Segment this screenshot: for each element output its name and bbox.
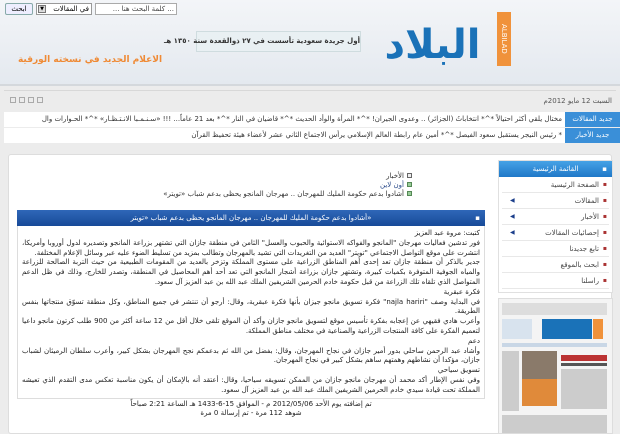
- ticker-text[interactable]: مختال يلقي أكثر احتيالاً *^* انتخاباتُ (الجزائر) .. وعدوى الجيران! *^* المرأة والوأد الحديث *^* قاضيان في النار *^* بعد 21 عاماً... !!! «سـنـمـبا الانـتـظـار» *^* الحـوارات وال: [41, 115, 562, 123]
- article-box: [17, 226, 485, 399]
- bullet-icon: ▪: [602, 261, 607, 268]
- breadcrumb-current: أشادوا بدعم حكومة المليك للمهرجان .. مهرجان المانجو يحظى بدعم شباب «تويتر»: [163, 190, 404, 198]
- ticker-label[interactable]: جديد المقالات: [565, 112, 620, 127]
- site-logo[interactable]: البلاد: [384, 22, 481, 68]
- submenu-arrow-icon: ◀: [510, 213, 515, 220]
- search-button[interactable]: ابحث: [5, 3, 33, 15]
- menu-item[interactable]: [502, 177, 609, 193]
- menu-item-label: راسلنا: [581, 277, 599, 285]
- article-paragraph: كتبت: مروة عبد العزيز: [414, 229, 480, 237]
- breadcrumb-item[interactable]: أون لاين: [380, 181, 404, 189]
- article-paragraph: دعم: [468, 336, 480, 345]
- page-icon: [407, 191, 412, 196]
- menu-icon: ▪: [602, 165, 607, 173]
- date-bar: [4, 90, 616, 110]
- ticker-label[interactable]: جديد الأخبار: [565, 128, 620, 143]
- main-menu-title: القائمة الرئيسية ▪: [499, 161, 612, 177]
- search-scope-select[interactable]: [36, 3, 92, 15]
- article-paragraph: فكرة عبقرية: [443, 287, 480, 296]
- search-scope-value: في المقالات: [53, 5, 89, 13]
- bullet-icon: ▪: [602, 277, 607, 284]
- menu-item[interactable]: [502, 225, 609, 241]
- ticker-text[interactable]: * رئيس النيجر يستقبل سعود الفيصل *^* أمين عام رابطة العالم الإسلامي يرأس الاجتماع الثاني عشر لأعضاء هيئة تحفيظ القرآن: [191, 131, 562, 139]
- article-date: تم إضافته يوم الأحد 2012/05/06 م - الموافق 15-6-1433 هـ الساعة 2:21 صباحاً: [130, 399, 372, 408]
- article-paragraph: في البداية وصف "najla hariri" فكرة تسويق مانجو جيزان بأنها فكرة عبقرية، وقال: أرجو أن تنتشر في جميع المناطق، وكل منطقة تسوّق منتجاتها بنفس الطريقة.: [22, 297, 481, 316]
- article-paragraph: وأعرب هادي فقيهي عن إعجابه بفكرة تأسيس موقع لتسويق مانجو جازان وأكد أن الموقع تلقى خلال أقل من 12 ساعة أكثر من 900 طلب كرتون مانجو داعيا لتعميم الفكرة على كافة المنتجات الزراعية والصناعية في مختلف مناطق المملكة.: [22, 317, 480, 335]
- logo-latin: ALBILAD: [497, 12, 511, 66]
- toolbar-icons: [10, 97, 43, 103]
- article-paragraph: وفي نفس الإطار أكد محمد أن مهرجان مانجو جازان من الممكن تسويقه سياحيا، وقال: أعتقد أنه بالإمكان أن يكون مناسبة تعكس مدى التقدم الذي تعيشه المملكة تحت قيادة سيدي خادم الحرمين الشريفين الملك عبد الله بن عبد العزيز آل سعود.: [22, 375, 480, 394]
- article-icon: ▪: [475, 214, 480, 222]
- bullet-icon: ▪: [602, 229, 607, 236]
- menu-item[interactable]: [502, 193, 609, 209]
- tagline: أول جريدة سعودية تأسست في ٢٧ ذوالقعدة سنة ١٣٥٠ هـ: [196, 31, 361, 52]
- menu-item-label: تابع جديدنا: [569, 245, 599, 253]
- bookmark-icon[interactable]: [19, 97, 25, 103]
- menu-item-label: الأخبار: [581, 213, 599, 221]
- menu-item-label: المقالات: [574, 197, 599, 205]
- bullet-icon: ▪: [602, 213, 607, 220]
- main-menu: [498, 160, 613, 293]
- menu-item[interactable]: [502, 241, 609, 257]
- breadcrumb: [90, 172, 412, 199]
- menu-item-label: إحصائيات المقالات: [545, 229, 599, 237]
- chevron-down-icon: ▼: [38, 5, 46, 13]
- folder-icon: [407, 182, 412, 187]
- menu-item-label: الصفحة الرئيسية: [550, 181, 599, 189]
- search-input[interactable]: ... كلمة البحث هنا ...: [95, 3, 177, 15]
- article: [17, 210, 485, 419]
- article-body: [22, 229, 480, 396]
- submenu-arrow-icon: ◀: [510, 197, 515, 204]
- article-paragraph: فور تدشين فعاليات مهرجان "المانجو والفواكه الاستوائية والحبوب والعسل" الثامن في منطقة جازان التي تشتهر بزراعة المانجو وتصديره لدول أوروبا وأمريكا، انتشرت على موقع التواصل الاجتماعي "تويتر" العديد من التغريدات التي تشيد بالمهرجان وتطالب بمزيد من تسليط الضوء عليه عبر وسائل الإعلام المختلفة.: [22, 238, 480, 257]
- slogan: الاعلام الجديد في نسخته الورقية: [17, 55, 163, 65]
- home-icon[interactable]: [28, 97, 34, 103]
- breadcrumb-item[interactable]: الأخبار: [386, 172, 404, 180]
- article-paragraph: جدير بالذكر أن منطقة جازان تعد إحدى أهم المناطق الزراعية على مستوى المملكة وتزخر بالعديد من المقومات الطبيعية من حيث التربة الصالحة للزراعة والمياه الجوفية المتوفرة بكميات كبيرة، وتشتهر جازان بزراعة أشجار المانجو التي تعد أحد أهم المحاصيل في المنطقة، وتصدر للخارج، وذلك في ظل الدعم المتواصل الذي تلقاه تلك الزراعة من قبل حكومة خادم الحرمين الشريفين الملك عبد الله بن عبد العزيز آل سعود.: [22, 258, 480, 286]
- submenu-arrow-icon: ◀: [510, 229, 515, 236]
- newspaper-thumbnail: [498, 299, 612, 434]
- mail-icon[interactable]: [10, 97, 16, 103]
- bullet-icon: ▪: [602, 181, 607, 188]
- menu-item[interactable]: [502, 273, 609, 289]
- menu-item[interactable]: [502, 257, 609, 273]
- article-footer: [17, 399, 485, 420]
- newspaper-cover-image[interactable]: [498, 298, 613, 434]
- ticker-news: [4, 128, 620, 143]
- bullet-icon: ▪: [602, 197, 607, 204]
- menu-item[interactable]: [502, 209, 609, 225]
- article-title: «أشادوا بدعم حكومة المليك للمهرجان .. مهرجان المانجو يحظى بدعم شباب «تويتر ▪: [17, 210, 485, 226]
- article-paragraph: وأشاد عبد الرحمن ساحلي بدور أمير جازان في نجاح المهرجان، وقال: بفضل من الله ثم بدعمكم نجح المهرجان بشكل كبير، وأعرب سلطان الرميثان لشباب جازان، مؤكدا أن نشاطهم وهمتهم ساهم بشكل كبير في نجاح المهرجان.: [22, 346, 480, 365]
- folder-icon: [407, 173, 412, 178]
- users-icon[interactable]: [37, 97, 43, 103]
- article-stats: شوهد 112 مرة - تم إرسالة 0 مرة: [200, 409, 302, 418]
- article-paragraph: تسويق سياحي: [437, 366, 480, 375]
- bullet-icon: ▪: [602, 245, 607, 252]
- ticker-articles: [4, 112, 620, 127]
- current-date: السبت 12 مايو 2012م: [543, 97, 612, 105]
- menu-item-label: ابحث بالموقع: [560, 261, 599, 269]
